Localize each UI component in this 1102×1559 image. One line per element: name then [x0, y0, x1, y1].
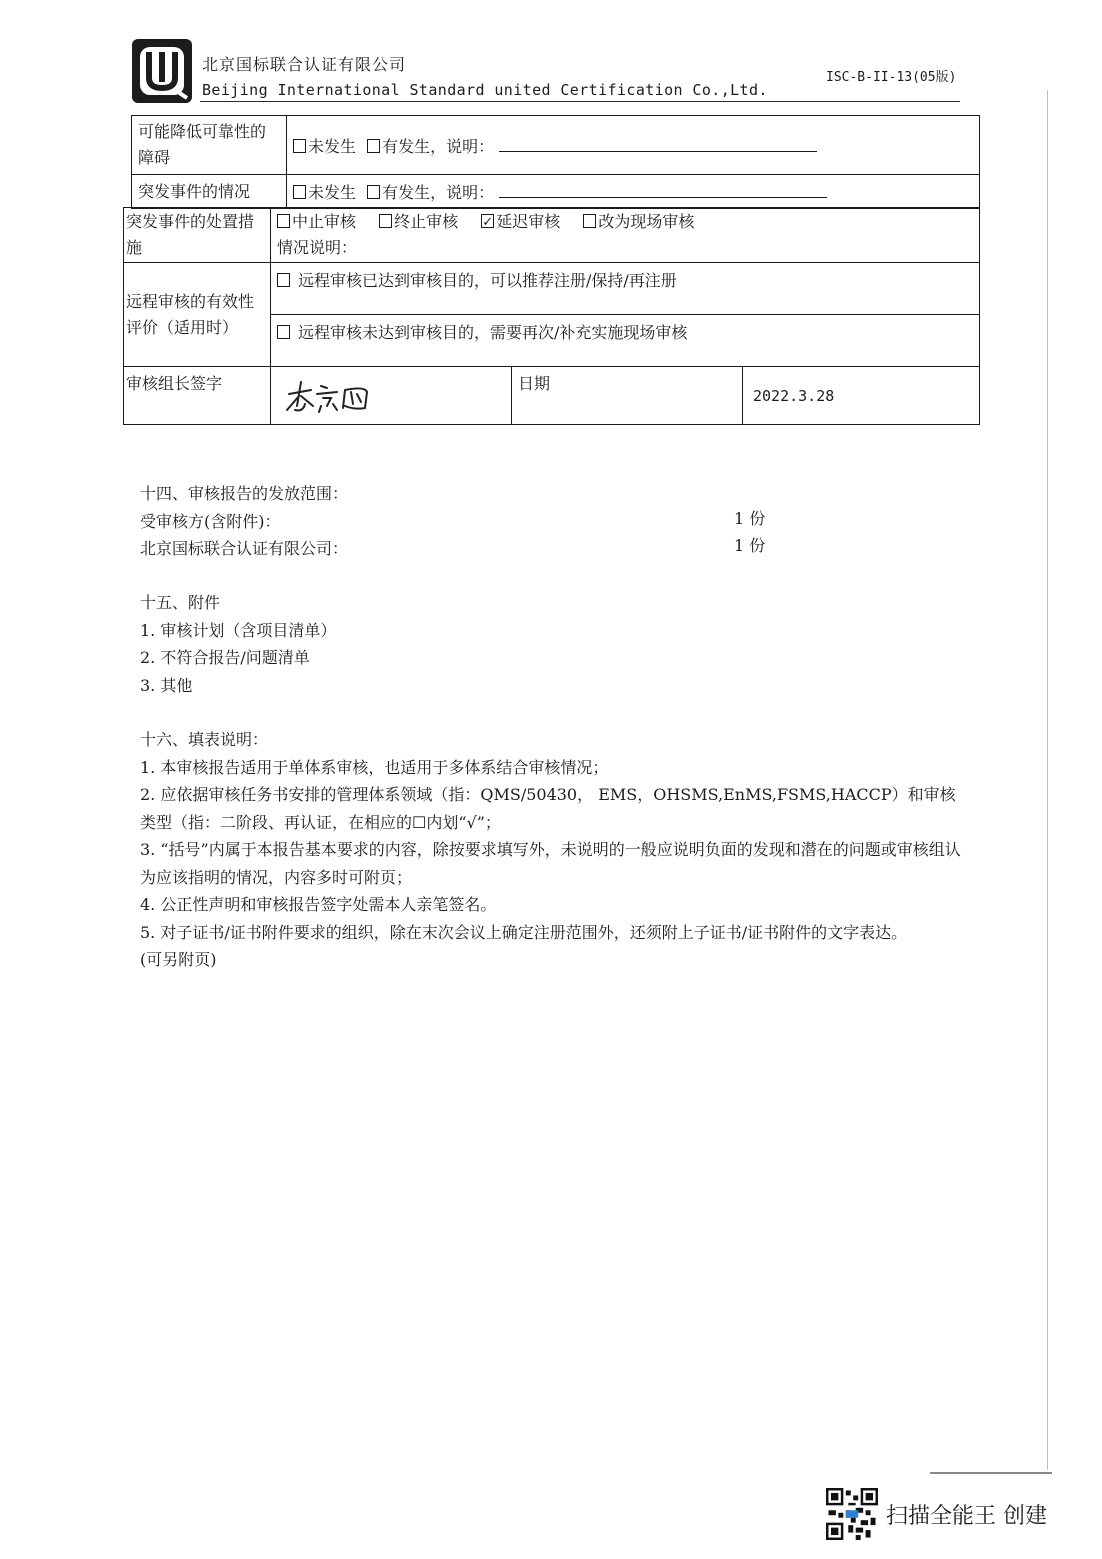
date-value: 2022.3.28: [743, 367, 980, 425]
validity-label: 远程审核的有效性评价（适用时）: [124, 263, 271, 367]
explanation-line[interactable]: [499, 183, 827, 198]
list-item: 3. “括号”内属于本报告基本要求的内容，除按要求填写外，未说明的一般应说明负面的发现和潜在的问题或审核组认为应该指明的情况，内容多时可附页；: [140, 840, 961, 887]
reliability-obstacle-label: 可能降低可靠性的障碍: [132, 116, 287, 175]
signature-cell: [271, 367, 512, 425]
validity-cell-1: [271, 263, 980, 315]
header-divider: [200, 101, 960, 102]
checkbox[interactable]: [379, 214, 392, 228]
option-label: 远程审核已达到审核目的，可以推荐注册/保持/再注册: [298, 271, 677, 290]
option-label: 有发生，说明：: [382, 136, 495, 156]
list-item: 4. 公正性声明和审核报告签字处需本人亲笔签名。: [140, 895, 497, 914]
handwritten-signature: [281, 376, 381, 416]
qr-code-icon: [826, 1488, 878, 1540]
date-label: 日期: [512, 367, 743, 425]
table-row: [132, 175, 980, 209]
reliability-obstacle-cell: [287, 116, 980, 175]
list-item: 3. 其他: [140, 675, 193, 695]
list-item: 1. 本审核报告适用于单体系审核，也适用于多体系结合审核情况；: [140, 757, 609, 777]
section-15: [140, 589, 970, 699]
table-row: [132, 116, 980, 175]
scanner-text: 扫描全能王 创建: [886, 1503, 1047, 1529]
emergency-situation-label: 突发事件的情况: [132, 175, 287, 209]
remote-audit-table: [123, 207, 980, 425]
form-code: ISC-B-II-13(05版): [826, 70, 957, 85]
checkbox[interactable]: [293, 185, 306, 199]
scan-edge-bottom: [930, 1472, 1052, 1474]
scanner-watermark: [826, 1488, 1047, 1540]
section-title: 十六、填表说明：: [140, 730, 269, 749]
option-label: 有发生，说明：: [382, 183, 495, 202]
option-label: 延迟审核: [496, 212, 561, 231]
list-item: 2. 不符合报告/问题清单: [140, 648, 310, 667]
checkbox[interactable]: [277, 273, 290, 287]
option-label: 终止审核: [394, 212, 459, 231]
list-item: 2. 应依据审核任务书安排的管理体系领域（指：QMS/50430， EMS，OHSMS,EnMS,FSMS,HACCP）和审核类型（指：二阶段、再认证，在相应的☐内划“√”；: [140, 785, 956, 832]
company-name-en: Beijing International Standard united Certification Co.,Ltd.: [202, 81, 768, 99]
checkbox[interactable]: [367, 185, 380, 199]
handling-label: 突发事件的处置措施: [124, 208, 271, 263]
list-item: 5. 对子证书/证书附件要求的组织，除在末次会议上确定注册范围外，还须附上子证书/证书附件的文字表达。: [140, 922, 908, 942]
copies-count: 1 份: [734, 536, 766, 555]
list-item: 1. 审核计划（含项目清单）: [140, 620, 337, 640]
section-14: [140, 480, 970, 563]
signer-label: 审核组长签字: [124, 367, 271, 425]
option-label: 未发生: [308, 136, 357, 156]
checkbox[interactable]: [583, 214, 596, 228]
section-title: 十四、审核报告的发放范围：: [140, 484, 349, 503]
copies-count: 1 份: [734, 509, 766, 528]
checkbox-checked[interactable]: [481, 214, 494, 228]
scan-edge: [1047, 90, 1048, 1470]
section-16: [140, 726, 970, 974]
checkbox[interactable]: [293, 139, 306, 153]
explanation-line[interactable]: [499, 137, 817, 152]
checkbox[interactable]: [277, 214, 290, 228]
list-item: 受审核方(含附件)：: [140, 511, 281, 531]
option-label: 未发生: [308, 183, 357, 202]
option-label: 远程审核未达到审核目的，需要再次/补充实施现场审核: [298, 323, 688, 342]
company-logo: [131, 38, 193, 104]
option-label: 中止审核: [292, 212, 357, 231]
risk-table: [131, 115, 980, 209]
checkbox[interactable]: [277, 325, 290, 339]
option-label: 改为现场审核: [598, 212, 695, 231]
handling-cell: [271, 208, 980, 263]
validity-cell-2: [271, 315, 980, 367]
table-row: [124, 208, 980, 263]
company-name-cn: 北京国标联合认证有限公司: [202, 55, 407, 74]
emergency-situation-cell: [287, 175, 980, 209]
table-row: [124, 263, 980, 315]
table-row: [124, 367, 980, 425]
handling-note: 情况说明：: [277, 238, 358, 257]
list-item: (可另附页): [140, 950, 217, 969]
checkbox[interactable]: [367, 139, 380, 153]
list-item: 北京国标联合认证有限公司：: [140, 539, 349, 558]
section-title: 十五、附件: [140, 593, 221, 612]
